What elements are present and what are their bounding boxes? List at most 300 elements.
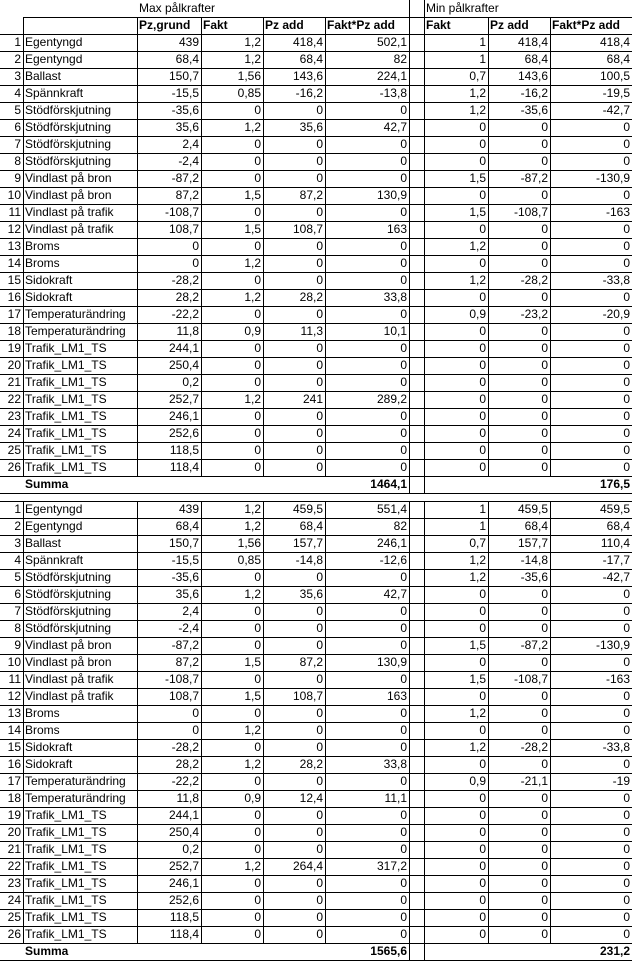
- max-fakt[interactable]: 1,5: [244, 188, 261, 202]
- max-fakt[interactable]: 1,56: [237, 536, 261, 550]
- max-fakt-pz-add[interactable]: 317,2: [376, 859, 407, 873]
- min-fakt-pz-add[interactable]: 0: [623, 392, 630, 406]
- min-pz-add[interactable]: -35,6: [520, 570, 548, 584]
- row-label[interactable]: Egentyngd: [25, 519, 83, 533]
- min-pz-add[interactable]: 0: [541, 723, 548, 737]
- min-fakt[interactable]: 0: [479, 256, 486, 270]
- max-fakt-pz-add[interactable]: 0: [400, 256, 407, 270]
- max-fakt[interactable]: 0: [254, 171, 261, 185]
- row-label[interactable]: Ballast: [25, 536, 62, 550]
- row-label[interactable]: Trafik_LM1_TS: [25, 842, 107, 856]
- row-index[interactable]: 11: [8, 205, 21, 219]
- row-index[interactable]: 15: [7, 273, 21, 287]
- max-pz-add[interactable]: 0: [316, 876, 323, 890]
- pz-grund[interactable]: 439: [178, 35, 199, 49]
- max-pz-add[interactable]: 0: [316, 825, 323, 839]
- pz-grund[interactable]: 11,8: [176, 324, 199, 338]
- min-pz-add[interactable]: 0: [541, 324, 548, 338]
- min-fakt-pz-add[interactable]: 0: [623, 324, 630, 338]
- min-fakt[interactable]: 1,2: [469, 86, 486, 100]
- pz-grund[interactable]: -15,5: [171, 553, 199, 567]
- pz-grund[interactable]: 246,1: [168, 876, 199, 890]
- max-fakt-pz-add[interactable]: 0: [400, 307, 407, 321]
- max-fakt[interactable]: 1,5: [244, 689, 261, 703]
- min-fakt[interactable]: 0: [479, 341, 486, 355]
- max-fakt-pz-add[interactable]: 0: [400, 137, 407, 151]
- min-fakt-pz-add[interactable]: -17,7: [602, 553, 630, 567]
- pz-grund[interactable]: 244,1: [168, 341, 199, 355]
- max-fakt-pz-add[interactable]: 33,8: [383, 757, 407, 771]
- min-fakt[interactable]: 0: [479, 324, 486, 338]
- pz-grund[interactable]: 28,2: [175, 757, 199, 771]
- max-fakt[interactable]: 0: [254, 137, 261, 151]
- pz-grund[interactable]: 11,8: [176, 791, 199, 805]
- row-label[interactable]: Trafik_LM1_TS: [25, 910, 107, 924]
- min-fakt-pz-add[interactable]: 100,5: [599, 69, 630, 83]
- min-pz-add[interactable]: -35,6: [520, 103, 548, 117]
- min-fakt[interactable]: 1,2: [469, 740, 486, 754]
- min-pz-add[interactable]: -16,2: [520, 86, 548, 100]
- min-pz-add[interactable]: 0: [541, 604, 548, 618]
- row-index[interactable]: 22: [7, 859, 21, 873]
- pz-grund[interactable]: 252,7: [168, 859, 199, 873]
- max-fakt-pz-add[interactable]: 0: [400, 409, 407, 423]
- row-index[interactable]: 23: [7, 409, 21, 423]
- min-pz-add[interactable]: 0: [541, 910, 548, 924]
- row-index[interactable]: 8: [14, 154, 21, 168]
- max-pz-add[interactable]: 0: [316, 443, 323, 457]
- max-fakt-pz-add[interactable]: 130,9: [376, 655, 407, 669]
- min-fakt[interactable]: 0: [479, 137, 486, 151]
- max-pz-add[interactable]: 0: [316, 706, 323, 720]
- summa-max-value[interactable]: 1464,1: [370, 477, 407, 491]
- header-min-fakt-pz-add[interactable]: Fakt*Pz add: [552, 18, 621, 32]
- pz-grund[interactable]: 244,1: [168, 808, 199, 822]
- min-fakt-pz-add[interactable]: -33,8: [602, 740, 630, 754]
- row-label[interactable]: Trafik_LM1_TS: [25, 808, 107, 822]
- max-fakt[interactable]: 1,2: [244, 52, 261, 66]
- pz-grund[interactable]: 252,7: [168, 392, 199, 406]
- min-fakt[interactable]: 0: [479, 757, 486, 771]
- pz-grund[interactable]: -108,7: [164, 205, 199, 219]
- max-pz-add[interactable]: 68,4: [299, 52, 323, 66]
- max-pz-add[interactable]: 0: [316, 927, 323, 941]
- min-fakt-pz-add[interactable]: -130,9: [595, 638, 630, 652]
- max-fakt-pz-add[interactable]: 163: [386, 689, 407, 703]
- row-label[interactable]: Egentyngd: [25, 52, 83, 66]
- max-pz-add[interactable]: 264,4: [292, 859, 323, 873]
- max-fakt[interactable]: 0: [254, 774, 261, 788]
- min-fakt-pz-add[interactable]: 0: [623, 222, 630, 236]
- row-label[interactable]: Stödförskjutning: [25, 570, 112, 584]
- max-fakt-pz-add[interactable]: 0: [400, 570, 407, 584]
- max-fakt-pz-add[interactable]: 0: [400, 672, 407, 686]
- min-fakt-pz-add[interactable]: 0: [623, 460, 630, 474]
- pz-grund[interactable]: 250,4: [168, 825, 199, 839]
- min-pz-add[interactable]: -23,2: [520, 307, 548, 321]
- row-label[interactable]: Sidokraft: [25, 740, 73, 754]
- min-fakt[interactable]: 1,2: [469, 553, 486, 567]
- min-fakt[interactable]: 0: [479, 825, 486, 839]
- max-fakt-pz-add[interactable]: 82: [393, 52, 407, 66]
- min-pz-add[interactable]: 0: [541, 893, 548, 907]
- row-label[interactable]: Egentyngd: [25, 502, 83, 516]
- pz-grund[interactable]: 28,2: [175, 290, 199, 304]
- max-pz-add[interactable]: 28,2: [299, 757, 323, 771]
- max-fakt[interactable]: 0: [254, 808, 261, 822]
- row-index[interactable]: 10: [7, 188, 21, 202]
- min-pz-add[interactable]: 0: [541, 392, 548, 406]
- min-fakt[interactable]: 0: [479, 392, 486, 406]
- max-fakt[interactable]: 0: [254, 375, 261, 389]
- max-fakt-pz-add[interactable]: 0: [400, 893, 407, 907]
- min-fakt[interactable]: 0,7: [469, 536, 486, 550]
- min-fakt[interactable]: 0: [479, 876, 486, 890]
- row-label[interactable]: Vindlast på trafik: [25, 222, 114, 236]
- pz-grund[interactable]: 118,4: [169, 927, 199, 941]
- pz-grund[interactable]: 2,4: [182, 137, 199, 151]
- max-pz-add[interactable]: 0: [316, 774, 323, 788]
- pz-grund[interactable]: 68,4: [175, 519, 199, 533]
- min-fakt-pz-add[interactable]: 0: [623, 757, 630, 771]
- max-pz-add[interactable]: 0: [316, 103, 323, 117]
- row-index[interactable]: 16: [7, 757, 21, 771]
- min-fakt[interactable]: 0: [479, 290, 486, 304]
- min-pz-add[interactable]: 157,7: [517, 536, 548, 550]
- min-pz-add[interactable]: 0: [541, 341, 548, 355]
- row-index[interactable]: 4: [14, 553, 21, 567]
- max-fakt[interactable]: 0: [254, 205, 261, 219]
- row-index[interactable]: 19: [7, 808, 21, 822]
- row-index[interactable]: 10: [7, 655, 21, 669]
- row-index[interactable]: 9: [14, 171, 21, 185]
- max-fakt-pz-add[interactable]: 0: [400, 910, 407, 924]
- row-index[interactable]: 14: [7, 256, 21, 270]
- max-pz-add[interactable]: 0: [316, 910, 323, 924]
- row-label[interactable]: Sidokraft: [25, 273, 73, 287]
- max-pz-add[interactable]: 0: [316, 740, 323, 754]
- max-fakt-pz-add[interactable]: 130,9: [376, 188, 407, 202]
- max-fakt[interactable]: 0: [254, 672, 261, 686]
- min-pz-add[interactable]: 0: [541, 876, 548, 890]
- row-index[interactable]: 14: [7, 723, 21, 737]
- pz-grund[interactable]: -2,4: [178, 621, 199, 635]
- max-fakt-pz-add[interactable]: 289,2: [376, 392, 407, 406]
- row-label[interactable]: Broms: [25, 256, 60, 270]
- max-fakt-pz-add[interactable]: 82: [393, 519, 407, 533]
- min-fakt[interactable]: 0: [479, 443, 486, 457]
- min-pz-add[interactable]: -87,2: [520, 638, 548, 652]
- max-fakt[interactable]: 0: [254, 570, 261, 584]
- row-label[interactable]: Vindlast på bron: [25, 655, 112, 669]
- max-fakt-pz-add[interactable]: 0: [400, 604, 407, 618]
- row-label[interactable]: Vindlast på bron: [25, 171, 112, 185]
- max-fakt-pz-add[interactable]: 0: [400, 723, 407, 737]
- max-fakt-pz-add[interactable]: 0: [400, 273, 407, 287]
- max-fakt[interactable]: 0: [254, 460, 261, 474]
- max-pz-add[interactable]: 0: [316, 358, 323, 372]
- max-fakt[interactable]: 1,5: [244, 655, 261, 669]
- row-index[interactable]: 13: [7, 706, 21, 720]
- min-fakt[interactable]: 0: [479, 689, 486, 703]
- row-label[interactable]: Trafik_LM1_TS: [25, 375, 107, 389]
- min-pz-add[interactable]: 0: [541, 808, 548, 822]
- min-fakt[interactable]: 1,2: [469, 239, 486, 253]
- row-index[interactable]: 2: [14, 519, 21, 533]
- pz-grund[interactable]: -22,2: [171, 307, 199, 321]
- row-label[interactable]: Trafik_LM1_TS: [25, 341, 107, 355]
- min-fakt[interactable]: 0: [479, 910, 486, 924]
- min-pz-add[interactable]: 0: [541, 443, 548, 457]
- min-pz-add[interactable]: 0: [541, 137, 548, 151]
- max-fakt-pz-add[interactable]: 0: [400, 825, 407, 839]
- min-pz-add[interactable]: 418,4: [517, 35, 548, 49]
- row-label[interactable]: Egentyngd: [25, 35, 83, 49]
- pz-grund[interactable]: -35,6: [171, 103, 199, 117]
- min-pz-add[interactable]: 0: [541, 188, 548, 202]
- row-label[interactable]: Stödförskjutning: [25, 621, 112, 635]
- row-label[interactable]: Temperaturändring: [25, 774, 126, 788]
- row-index[interactable]: 12: [7, 222, 21, 236]
- pz-grund[interactable]: 118,5: [169, 443, 199, 457]
- max-pz-add[interactable]: -14,8: [295, 553, 323, 567]
- max-fakt[interactable]: 0: [254, 307, 261, 321]
- max-pz-add[interactable]: 108,7: [292, 689, 323, 703]
- row-index[interactable]: 6: [14, 120, 21, 134]
- min-fakt-pz-add[interactable]: 0: [623, 256, 630, 270]
- pz-grund[interactable]: 0: [192, 723, 199, 737]
- min-pz-add[interactable]: -28,2: [520, 740, 548, 754]
- min-pz-add[interactable]: 0: [541, 757, 548, 771]
- pz-grund[interactable]: 35,6: [175, 587, 199, 601]
- min-pz-add[interactable]: 0: [541, 621, 548, 635]
- row-label[interactable]: Broms: [25, 706, 60, 720]
- max-pz-add[interactable]: 0: [316, 426, 323, 440]
- max-pz-add[interactable]: 0: [316, 341, 323, 355]
- max-pz-add[interactable]: 0: [316, 570, 323, 584]
- min-fakt-pz-add[interactable]: 0: [623, 375, 630, 389]
- max-fakt-pz-add[interactable]: 0: [400, 341, 407, 355]
- max-pz-add[interactable]: 0: [316, 621, 323, 635]
- max-pz-add[interactable]: 157,7: [292, 536, 323, 550]
- pz-grund[interactable]: 439: [178, 502, 199, 516]
- summa-label[interactable]: Summa: [25, 477, 69, 491]
- max-fakt-pz-add[interactable]: 0: [400, 927, 407, 941]
- max-pz-add[interactable]: 459,5: [292, 502, 323, 516]
- row-index[interactable]: 7: [14, 137, 21, 151]
- min-pz-add[interactable]: 0: [541, 587, 548, 601]
- min-fakt[interactable]: 0: [479, 604, 486, 618]
- row-index[interactable]: 25: [7, 910, 21, 924]
- max-fakt[interactable]: 1,2: [244, 120, 261, 134]
- min-fakt-pz-add[interactable]: 0: [623, 791, 630, 805]
- row-index[interactable]: 21: [7, 842, 21, 856]
- min-fakt[interactable]: 0: [479, 358, 486, 372]
- min-fakt-pz-add[interactable]: 0: [623, 358, 630, 372]
- max-fakt[interactable]: 0: [254, 638, 261, 652]
- max-fakt-pz-add[interactable]: 0: [400, 621, 407, 635]
- max-pz-add[interactable]: 108,7: [292, 222, 323, 236]
- max-fakt[interactable]: 0: [254, 706, 261, 720]
- row-label[interactable]: Spännkraft: [25, 86, 84, 100]
- max-fakt-pz-add[interactable]: 0: [400, 460, 407, 474]
- max-fakt[interactable]: 0: [254, 740, 261, 754]
- row-label[interactable]: Temperaturändring: [25, 307, 126, 321]
- row-label[interactable]: Stödförskjutning: [25, 604, 112, 618]
- pz-grund[interactable]: 0: [192, 239, 199, 253]
- min-fakt-pz-add[interactable]: 418,4: [599, 35, 630, 49]
- row-index[interactable]: 18: [7, 791, 21, 805]
- min-fakt[interactable]: 0: [479, 723, 486, 737]
- max-fakt-pz-add[interactable]: 11,1: [384, 791, 407, 805]
- max-fakt[interactable]: 0: [254, 842, 261, 856]
- row-index[interactable]: 5: [14, 570, 21, 584]
- min-fakt[interactable]: 0: [479, 893, 486, 907]
- max-pz-add[interactable]: 87,2: [299, 188, 323, 202]
- row-index[interactable]: 4: [14, 86, 21, 100]
- pz-grund[interactable]: -108,7: [164, 672, 199, 686]
- header-max-fakt-pz-add[interactable]: Fakt*Pz add: [327, 18, 396, 32]
- pz-grund[interactable]: 0: [192, 256, 199, 270]
- min-fakt[interactable]: 0: [479, 460, 486, 474]
- max-fakt[interactable]: 0: [254, 103, 261, 117]
- min-fakt[interactable]: 1,5: [469, 638, 486, 652]
- min-fakt-pz-add[interactable]: 0: [623, 621, 630, 635]
- max-pz-add[interactable]: 12,4: [299, 791, 323, 805]
- row-label[interactable]: Trafik_LM1_TS: [25, 927, 107, 941]
- max-fakt[interactable]: 0: [254, 443, 261, 457]
- max-fakt[interactable]: 0: [254, 426, 261, 440]
- min-pz-add[interactable]: 0: [541, 222, 548, 236]
- row-index[interactable]: 17: [7, 774, 21, 788]
- min-pz-add[interactable]: -14,8: [520, 553, 548, 567]
- min-fakt[interactable]: 0: [479, 808, 486, 822]
- max-pz-add[interactable]: 11,3: [300, 324, 323, 338]
- max-pz-add[interactable]: 0: [316, 375, 323, 389]
- row-index[interactable]: 12: [7, 689, 21, 703]
- max-fakt-pz-add[interactable]: 0: [400, 239, 407, 253]
- min-fakt[interactable]: 1: [479, 519, 486, 533]
- min-pz-add[interactable]: -108,7: [513, 205, 548, 219]
- min-fakt-pz-add[interactable]: 110,4: [600, 536, 630, 550]
- max-fakt[interactable]: 0: [254, 604, 261, 618]
- max-pz-add[interactable]: 68,4: [299, 519, 323, 533]
- pz-grund[interactable]: -22,2: [171, 774, 199, 788]
- pz-grund[interactable]: -28,2: [171, 740, 199, 754]
- min-fakt-pz-add[interactable]: 0: [623, 587, 630, 601]
- row-label[interactable]: Broms: [25, 239, 60, 253]
- row-label[interactable]: Sidokraft: [25, 757, 73, 771]
- row-label[interactable]: Stödförskjutning: [25, 154, 112, 168]
- min-fakt-pz-add[interactable]: 0: [623, 443, 630, 457]
- min-fakt-pz-add[interactable]: 0: [623, 188, 630, 202]
- max-fakt[interactable]: 1,5: [244, 222, 261, 236]
- header-max-pz-add[interactable]: Pz add: [265, 18, 304, 32]
- max-pz-add[interactable]: 0: [316, 273, 323, 287]
- max-fakt-pz-add[interactable]: 224,1: [376, 69, 407, 83]
- max-pz-add[interactable]: 35,6: [299, 587, 323, 601]
- max-fakt-pz-add[interactable]: 0: [400, 774, 407, 788]
- row-index[interactable]: 24: [7, 426, 21, 440]
- min-pz-add[interactable]: 0: [541, 706, 548, 720]
- pz-grund[interactable]: 35,6: [175, 120, 199, 134]
- min-fakt[interactable]: 1,5: [469, 205, 486, 219]
- min-fakt-pz-add[interactable]: 0: [623, 876, 630, 890]
- row-index[interactable]: 1: [14, 502, 21, 516]
- min-fakt-pz-add[interactable]: 0: [623, 655, 630, 669]
- row-label[interactable]: Stödförskjutning: [25, 587, 112, 601]
- min-fakt[interactable]: 0,7: [469, 69, 486, 83]
- min-pz-add[interactable]: 0: [541, 120, 548, 134]
- row-label[interactable]: Trafik_LM1_TS: [25, 426, 107, 440]
- min-pz-add[interactable]: 68,4: [524, 52, 548, 66]
- max-fakt[interactable]: 0: [254, 876, 261, 890]
- max-fakt-pz-add[interactable]: 0: [400, 154, 407, 168]
- row-index[interactable]: 23: [7, 876, 21, 890]
- min-pz-add[interactable]: 0: [541, 689, 548, 703]
- min-group-title[interactable]: Min pålkrafter: [426, 1, 499, 15]
- row-label[interactable]: Trafik_LM1_TS: [25, 893, 107, 907]
- min-fakt-pz-add[interactable]: 0: [623, 825, 630, 839]
- pz-grund[interactable]: 0: [192, 706, 199, 720]
- pz-grund[interactable]: 252,6: [168, 893, 199, 907]
- pz-grund[interactable]: 0,2: [182, 375, 199, 389]
- pz-grund[interactable]: 118,4: [169, 460, 199, 474]
- max-fakt-pz-add[interactable]: 0: [400, 876, 407, 890]
- min-pz-add[interactable]: 0: [541, 791, 548, 805]
- max-fakt[interactable]: 0,85: [237, 86, 261, 100]
- min-fakt-pz-add[interactable]: -19: [612, 774, 630, 788]
- min-fakt-pz-add[interactable]: -163: [605, 205, 630, 219]
- row-index[interactable]: 26: [7, 460, 21, 474]
- row-index[interactable]: 8: [14, 621, 21, 635]
- summa-max-value[interactable]: 1565,6: [370, 944, 407, 958]
- min-fakt-pz-add[interactable]: -33,8: [602, 273, 630, 287]
- max-fakt-pz-add[interactable]: -13,8: [379, 86, 407, 100]
- max-pz-add[interactable]: 28,2: [299, 290, 323, 304]
- row-index[interactable]: 20: [7, 825, 21, 839]
- max-fakt-pz-add[interactable]: 246,1: [376, 536, 407, 550]
- max-pz-add[interactable]: 0: [316, 171, 323, 185]
- row-label[interactable]: Broms: [25, 723, 60, 737]
- row-label[interactable]: Ballast: [25, 69, 62, 83]
- min-fakt-pz-add[interactable]: 0: [623, 426, 630, 440]
- max-fakt-pz-add[interactable]: 0: [400, 375, 407, 389]
- min-fakt[interactable]: 0: [479, 375, 486, 389]
- row-index[interactable]: 26: [7, 927, 21, 941]
- min-fakt-pz-add[interactable]: 459,5: [599, 502, 630, 516]
- min-pz-add[interactable]: 0: [541, 825, 548, 839]
- pz-grund[interactable]: -28,2: [171, 273, 199, 287]
- summa-min-value[interactable]: 176,5: [599, 477, 630, 491]
- min-fakt-pz-add[interactable]: 0: [623, 808, 630, 822]
- max-fakt[interactable]: 0: [254, 341, 261, 355]
- max-fakt[interactable]: 0: [254, 239, 261, 253]
- min-fakt-pz-add[interactable]: 0: [623, 409, 630, 423]
- min-pz-add[interactable]: 0: [541, 426, 548, 440]
- min-pz-add[interactable]: 0: [541, 859, 548, 873]
- min-pz-add[interactable]: 0: [541, 239, 548, 253]
- min-pz-add[interactable]: 0: [541, 460, 548, 474]
- row-label[interactable]: Trafik_LM1_TS: [25, 358, 107, 372]
- min-fakt[interactable]: 1: [479, 52, 486, 66]
- min-fakt[interactable]: 1,2: [469, 273, 486, 287]
- row-label[interactable]: Vindlast på trafik: [25, 205, 114, 219]
- row-label[interactable]: Stödförskjutning: [25, 103, 112, 117]
- pz-grund[interactable]: -87,2: [171, 171, 199, 185]
- row-label[interactable]: Trafik_LM1_TS: [25, 443, 107, 457]
- min-fakt[interactable]: 1: [479, 35, 486, 49]
